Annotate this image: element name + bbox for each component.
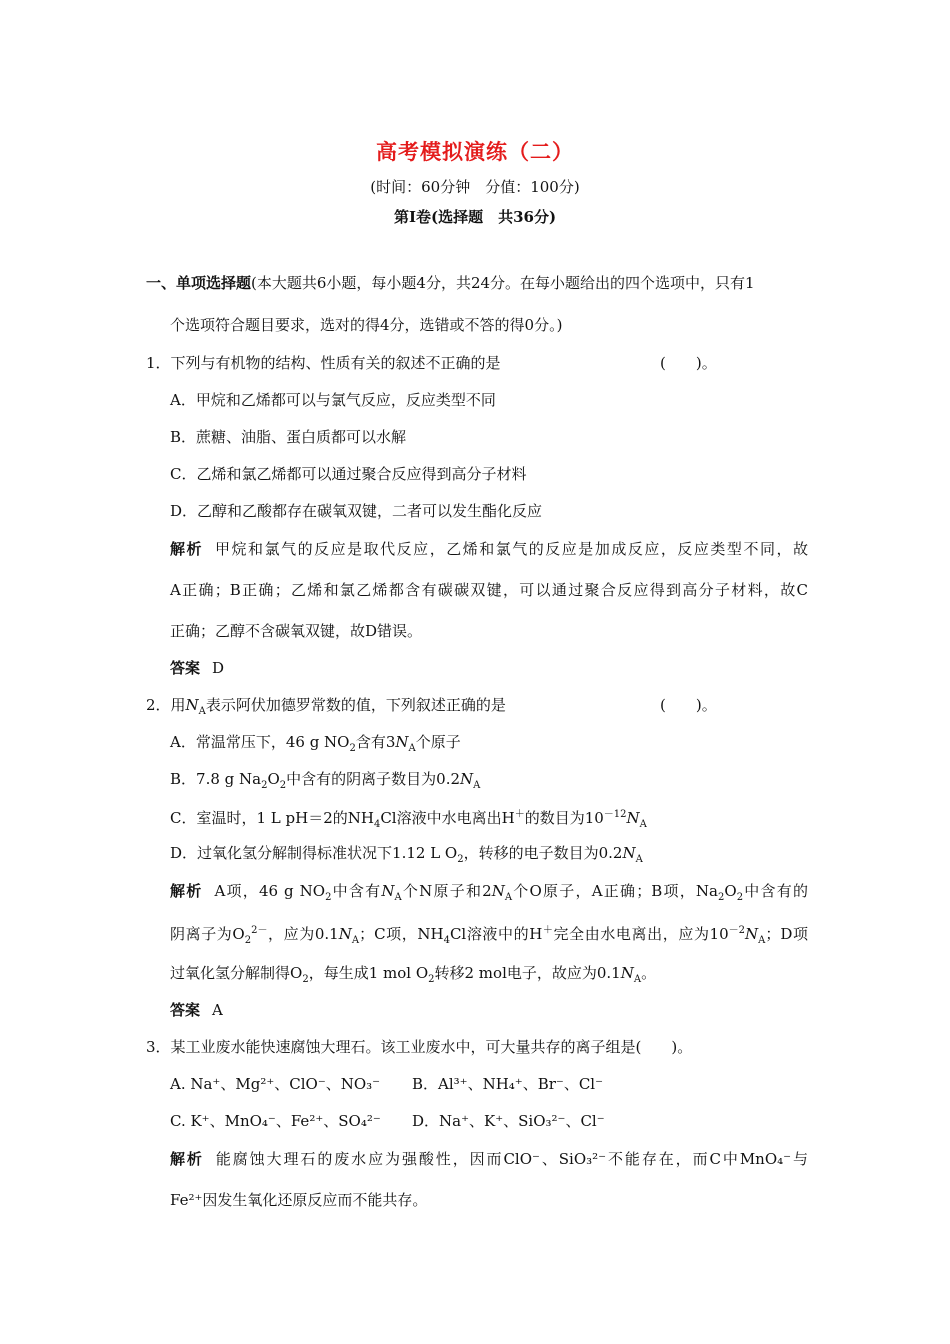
q2-option-b: B．7.8 g $Na_2O_2$中含有的阴离子数目为$0.2N_A$: [170, 770, 481, 791]
q2-option-a: A．常温常压下，46 g $NO_2$含有$3N_A$个原子: [170, 733, 461, 754]
q1-analysis-line-2: A正确；B正确；乙烯和氯乙烯都含有碳碳双键，可以通过聚合反应得到高分子材料，故C: [170, 581, 808, 599]
q3-analysis-line-2: Fe²⁺因发生氧化还原反应而不能共存。: [170, 1191, 428, 1209]
q2-answer-blank: ( )。: [660, 696, 717, 714]
q2-option-c: C．室温时，1 L pH＝2的$NH_4Cl$溶液中水电离出H＋的数目为$10^{-12}N_A$: [170, 809, 647, 830]
q1-option-c: C．乙烯和氯乙烯都可以通过聚合反应得到高分子材料: [170, 465, 527, 483]
q3-option-b: B．Al³⁺、NH₄⁺、Br⁻、Cl⁻: [412, 1075, 604, 1093]
q1-option-d: D．乙醇和乙酸都存在碳氧双键，二者可以发生酯化反应: [170, 502, 543, 520]
q1-analysis-line-3: 正确；乙醇不含碳氧双键，故D错误。: [170, 622, 423, 640]
q3-option-d: D．Na⁺、K⁺、SiO₃²⁻、Cl⁻: [412, 1112, 605, 1130]
q2-option-d: D．过氧化氢分解制得标准状况下1.12 L $O_2$，转移的电子数目为$0.2N_A$: [170, 844, 643, 865]
q1-option-b: B．蔗糖、油脂、蛋白质都可以水解: [170, 428, 407, 446]
time-score-line: (时间：60分钟 分值：100分): [370, 178, 580, 196]
q1-option-a: A．甲烷和乙烯都可以与氯气反应，反应类型不同: [170, 391, 496, 409]
q2-answer: [170, 999, 223, 1020]
q2-answer-label: 答案: [170, 1001, 201, 1019]
q1-answer-value: D: [212, 659, 225, 677]
section-heading: [146, 272, 811, 293]
part-heading: 第Ⅰ卷(选择题 共36分): [393, 208, 557, 226]
q3-analysis-label: 解析: [170, 1150, 204, 1168]
q2-answer-value: A: [212, 1001, 223, 1019]
section-desc-2: 个选项符合题目要求，选对的得4分，选错或不答的得0分。): [170, 316, 563, 334]
q1-answer-label: 答案: [170, 659, 201, 677]
q1-stem: 1．下列与有机物的结构、性质有关的叙述不正确的是: [146, 354, 501, 372]
q1-answer: [170, 657, 224, 678]
q3-option-a: A. Na⁺、Mg²⁺、ClO⁻、NO₃⁻: [170, 1075, 381, 1093]
q1-analysis-line-1: 解析 甲烷和氯气的反应是取代反应，乙烯和氯气的反应是加成反应，反应类型不同，故: [170, 540, 808, 558]
section-title: 一、单项选择题: [146, 274, 252, 292]
q2-analysis-line-3: 过氧化氢分解制得$O_2$，每生成1 mol $O_2$转移2 mol电子，故应为$0.1N_A$。: [170, 964, 657, 985]
q1-answer-blank: ( )。: [660, 354, 717, 372]
q2-stem: 2．用$N_A$表示阿伏加德罗常数的值，下列叙述正确的是: [146, 696, 506, 717]
q3-analysis-line-1: 解析 能腐蚀大理石的废水应为强酸性，因而ClO⁻、SiO₃²⁻不能存在，而C中MnO₄⁻与: [170, 1150, 808, 1168]
q1-analysis-label: 解析: [170, 540, 204, 558]
section-desc-1: (本大题共6小题，每小题4分，共24分。在每小题给出的四个选项中，只有1: [251, 274, 755, 292]
document-title: 高考模拟演练（二）: [376, 139, 574, 164]
q2-analysis-label: 解析: [170, 882, 203, 900]
q2-analysis-line-2: 阴离子为$O_2^{2-}$，应为$0.1N_A$；C项，$NH_4Cl$溶液中的H＋完全由水电离出，应为$10^{-2}N_A$；D项: [170, 925, 809, 946]
q2-analysis-line-1: 解析 A项，46 g $NO_2$中含有$N_A$个N原子和$2N_A$个O原子，A正确；B项，$Na_2O_2$中含有的: [170, 882, 808, 903]
q3-stem: 3．某工业废水能快速腐蚀大理石。该工业废水中，可大量共存的离子组是( )。: [146, 1038, 693, 1056]
q3-option-c: C. K⁺、MnO₄⁻、Fe²⁺、SO₄²⁻: [170, 1112, 381, 1130]
